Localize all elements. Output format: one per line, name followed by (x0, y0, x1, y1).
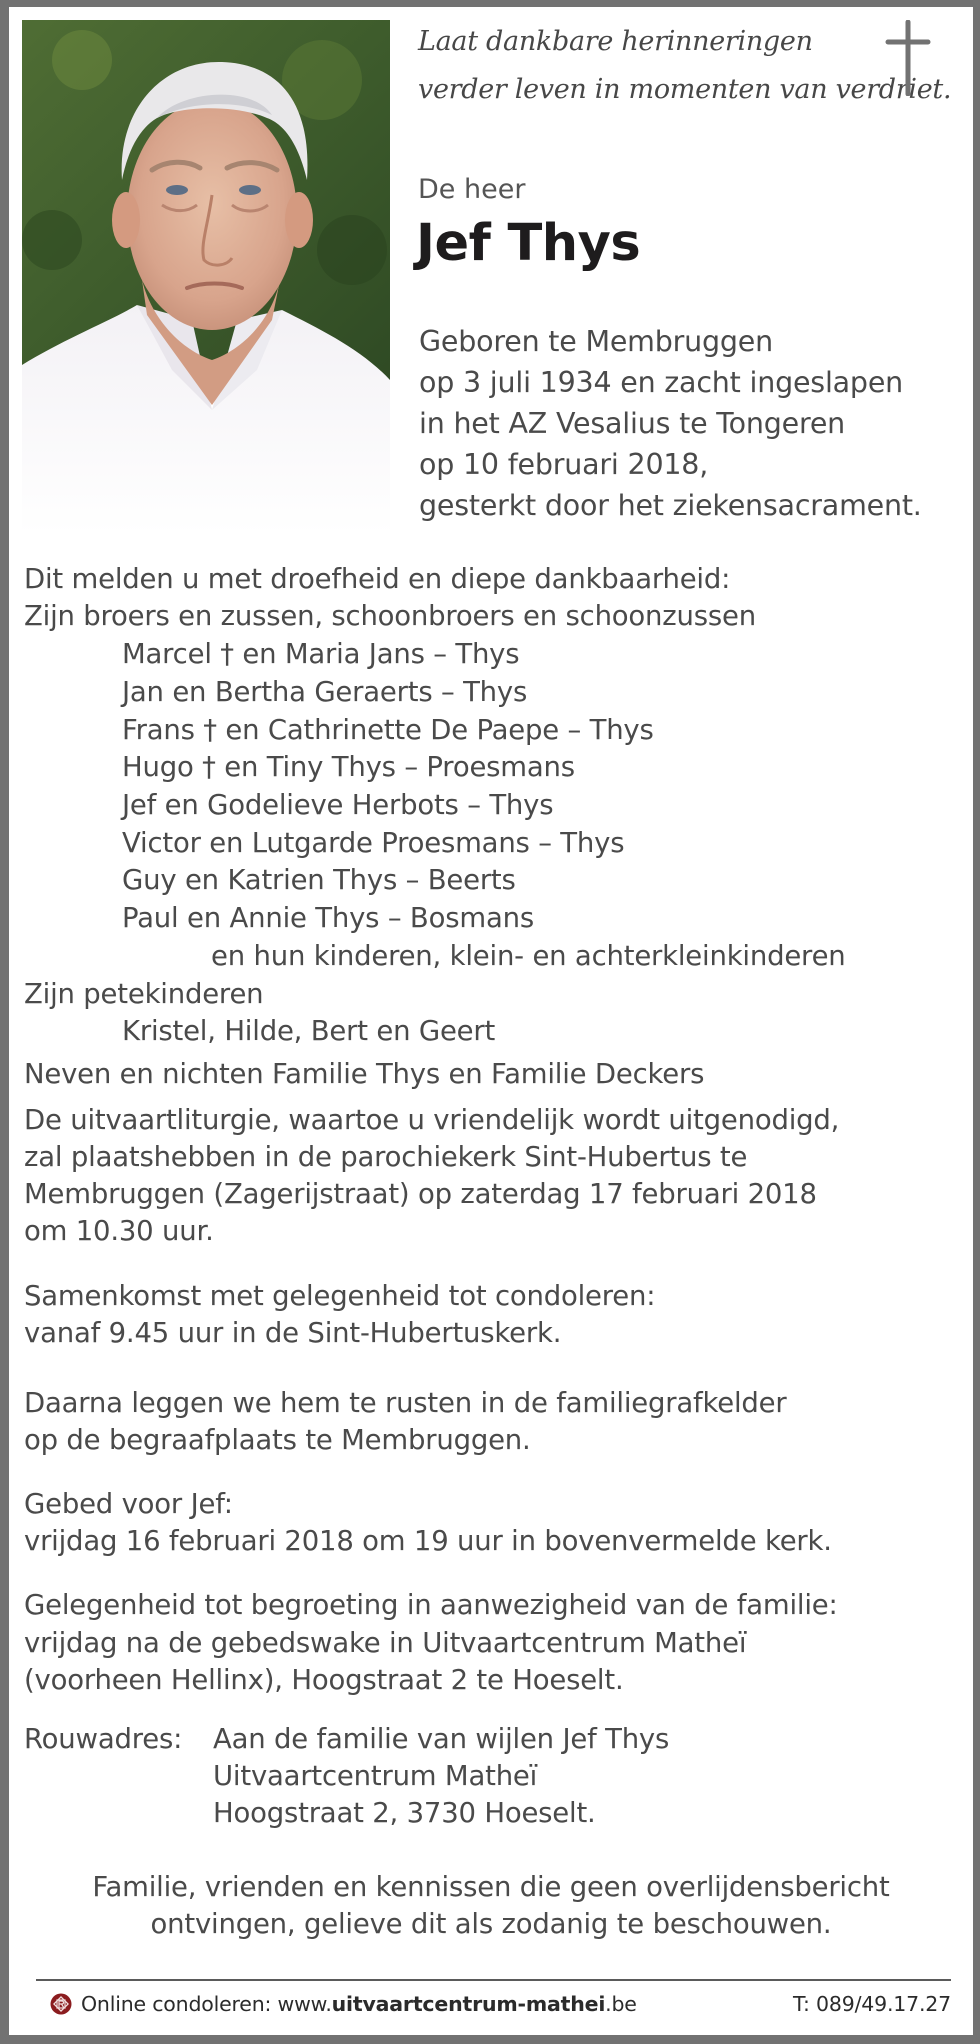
memorial-quote-line-1: Laat dankbare herinneringen (418, 26, 813, 57)
bio-line: op 3 juli 1934 en zacht ingeslapen (419, 366, 904, 399)
address-label: Rouwadres: (24, 1723, 183, 1755)
rose-logo-icon (50, 1993, 72, 2015)
closing-line: ontvingen, gelieve dit als zodanig te beschouwen. (150, 1908, 832, 1940)
closing-line: Familie, vrienden en kennissen die geen overlijdensbericht (92, 1871, 890, 1903)
visitation-line: (voorheen Hellinx), Hoogstraat 2 te Hoeselt. (24, 1664, 624, 1696)
phone-number: T: 089/49.17.27 (792, 1992, 951, 2016)
sibling-entry: Victor en Lutgarde Proesmans – Thys (122, 827, 625, 859)
portrait-photo (22, 20, 390, 535)
gathering-line: Samenkomst met gelegenheid tot condoleren: (24, 1280, 656, 1312)
sibling-entry: Jan en Bertha Geraerts – Thys (122, 676, 528, 708)
visitation-line: vrijdag na de gebedswake in Uitvaartcentrum Matheï (24, 1627, 747, 1659)
cross-icon (885, 20, 931, 96)
memorial-quote-line-2: verder leven in momenten van verdriet. (418, 74, 952, 105)
bio-line: in het AZ Vesalius te Tongeren (419, 407, 846, 440)
address-line: Uitvaartcentrum Matheï (213, 1760, 538, 1792)
funeral-line: om 10.30 uur. (24, 1215, 214, 1247)
announcement-intro: Dit melden u met droefheid en diepe dankbaarheid: (24, 563, 731, 595)
bio-line: Geboren te Membruggen (419, 325, 773, 358)
address-line: Aan de familie van wijlen Jef Thys (213, 1723, 670, 1755)
condolence-url-suffix[interactable]: .be (605, 1992, 637, 2016)
bio-line: gesterkt door het ziekensacrament. (419, 489, 922, 522)
condolence-label: Online condoleren: (81, 1992, 278, 2016)
sibling-entry: Paul en Annie Thys – Bosmans (122, 902, 534, 934)
burial-line: op de begraafplaats te Membruggen. (24, 1424, 531, 1456)
gathering-line: vanaf 9.45 uur in de Sint-Hubertuskerk. (24, 1317, 562, 1349)
online-condolence (81, 1992, 637, 2016)
godchildren-heading: Zijn petekinderen (24, 978, 264, 1010)
godchildren-names: Kristel, Hilde, Bert en Geert (122, 1015, 496, 1047)
funeral-line: Membruggen (Zagerijstraat) op zaterdag 17 februari 2018 (24, 1178, 817, 1210)
descendants-line: en hun kinderen, klein- en achterkleinkinderen (211, 940, 846, 972)
sibling-entry: Hugo † en Tiny Thys – Proesmans (122, 751, 575, 783)
condolence-url-prefix[interactable]: www. (277, 1992, 332, 2016)
address-line: Hoogstraat 2, 3730 Hoeselt. (213, 1797, 596, 1829)
cousins-line: Neven en nichten Familie Thys en Familie Deckers (24, 1058, 705, 1090)
sibling-entry: Frans † en Cathrinette De Paepe – Thys (122, 714, 654, 746)
bio-line: op 10 februari 2018, (419, 448, 709, 481)
salutation: De heer (418, 174, 526, 205)
condolence-url-domain[interactable]: uitvaartcentrum-mathei (331, 1992, 606, 2016)
burial-line: Daarna leggen we hem te rusten in de familiegrafkelder (24, 1387, 787, 1419)
funeral-line: zal plaatshebben in de parochiekerk Sint-Hubertus te (24, 1141, 748, 1173)
prayer-line: vrijdag 16 februari 2018 om 19 uur in bovenvermelde kerk. (24, 1525, 832, 1557)
siblings-heading: Zijn broers en zussen, schoonbroers en schoonzussen (24, 600, 756, 632)
footer-divider (36, 1979, 951, 1981)
sibling-entry: Guy en Katrien Thys – Beerts (122, 864, 516, 896)
prayer-line: Gebed voor Jef: (24, 1488, 233, 1520)
deceased-name: Jef Thys (416, 214, 641, 273)
sibling-entry: Marcel † en Maria Jans – Thys (122, 638, 520, 670)
funeral-line: De uitvaartliturgie, waartoe u vriendelijk wordt uitgenodigd, (24, 1104, 840, 1136)
visitation-line: Gelegenheid tot begroeting in aanwezigheid van de familie: (24, 1589, 838, 1621)
sibling-entry: Jef en Godelieve Herbots – Thys (122, 789, 554, 821)
